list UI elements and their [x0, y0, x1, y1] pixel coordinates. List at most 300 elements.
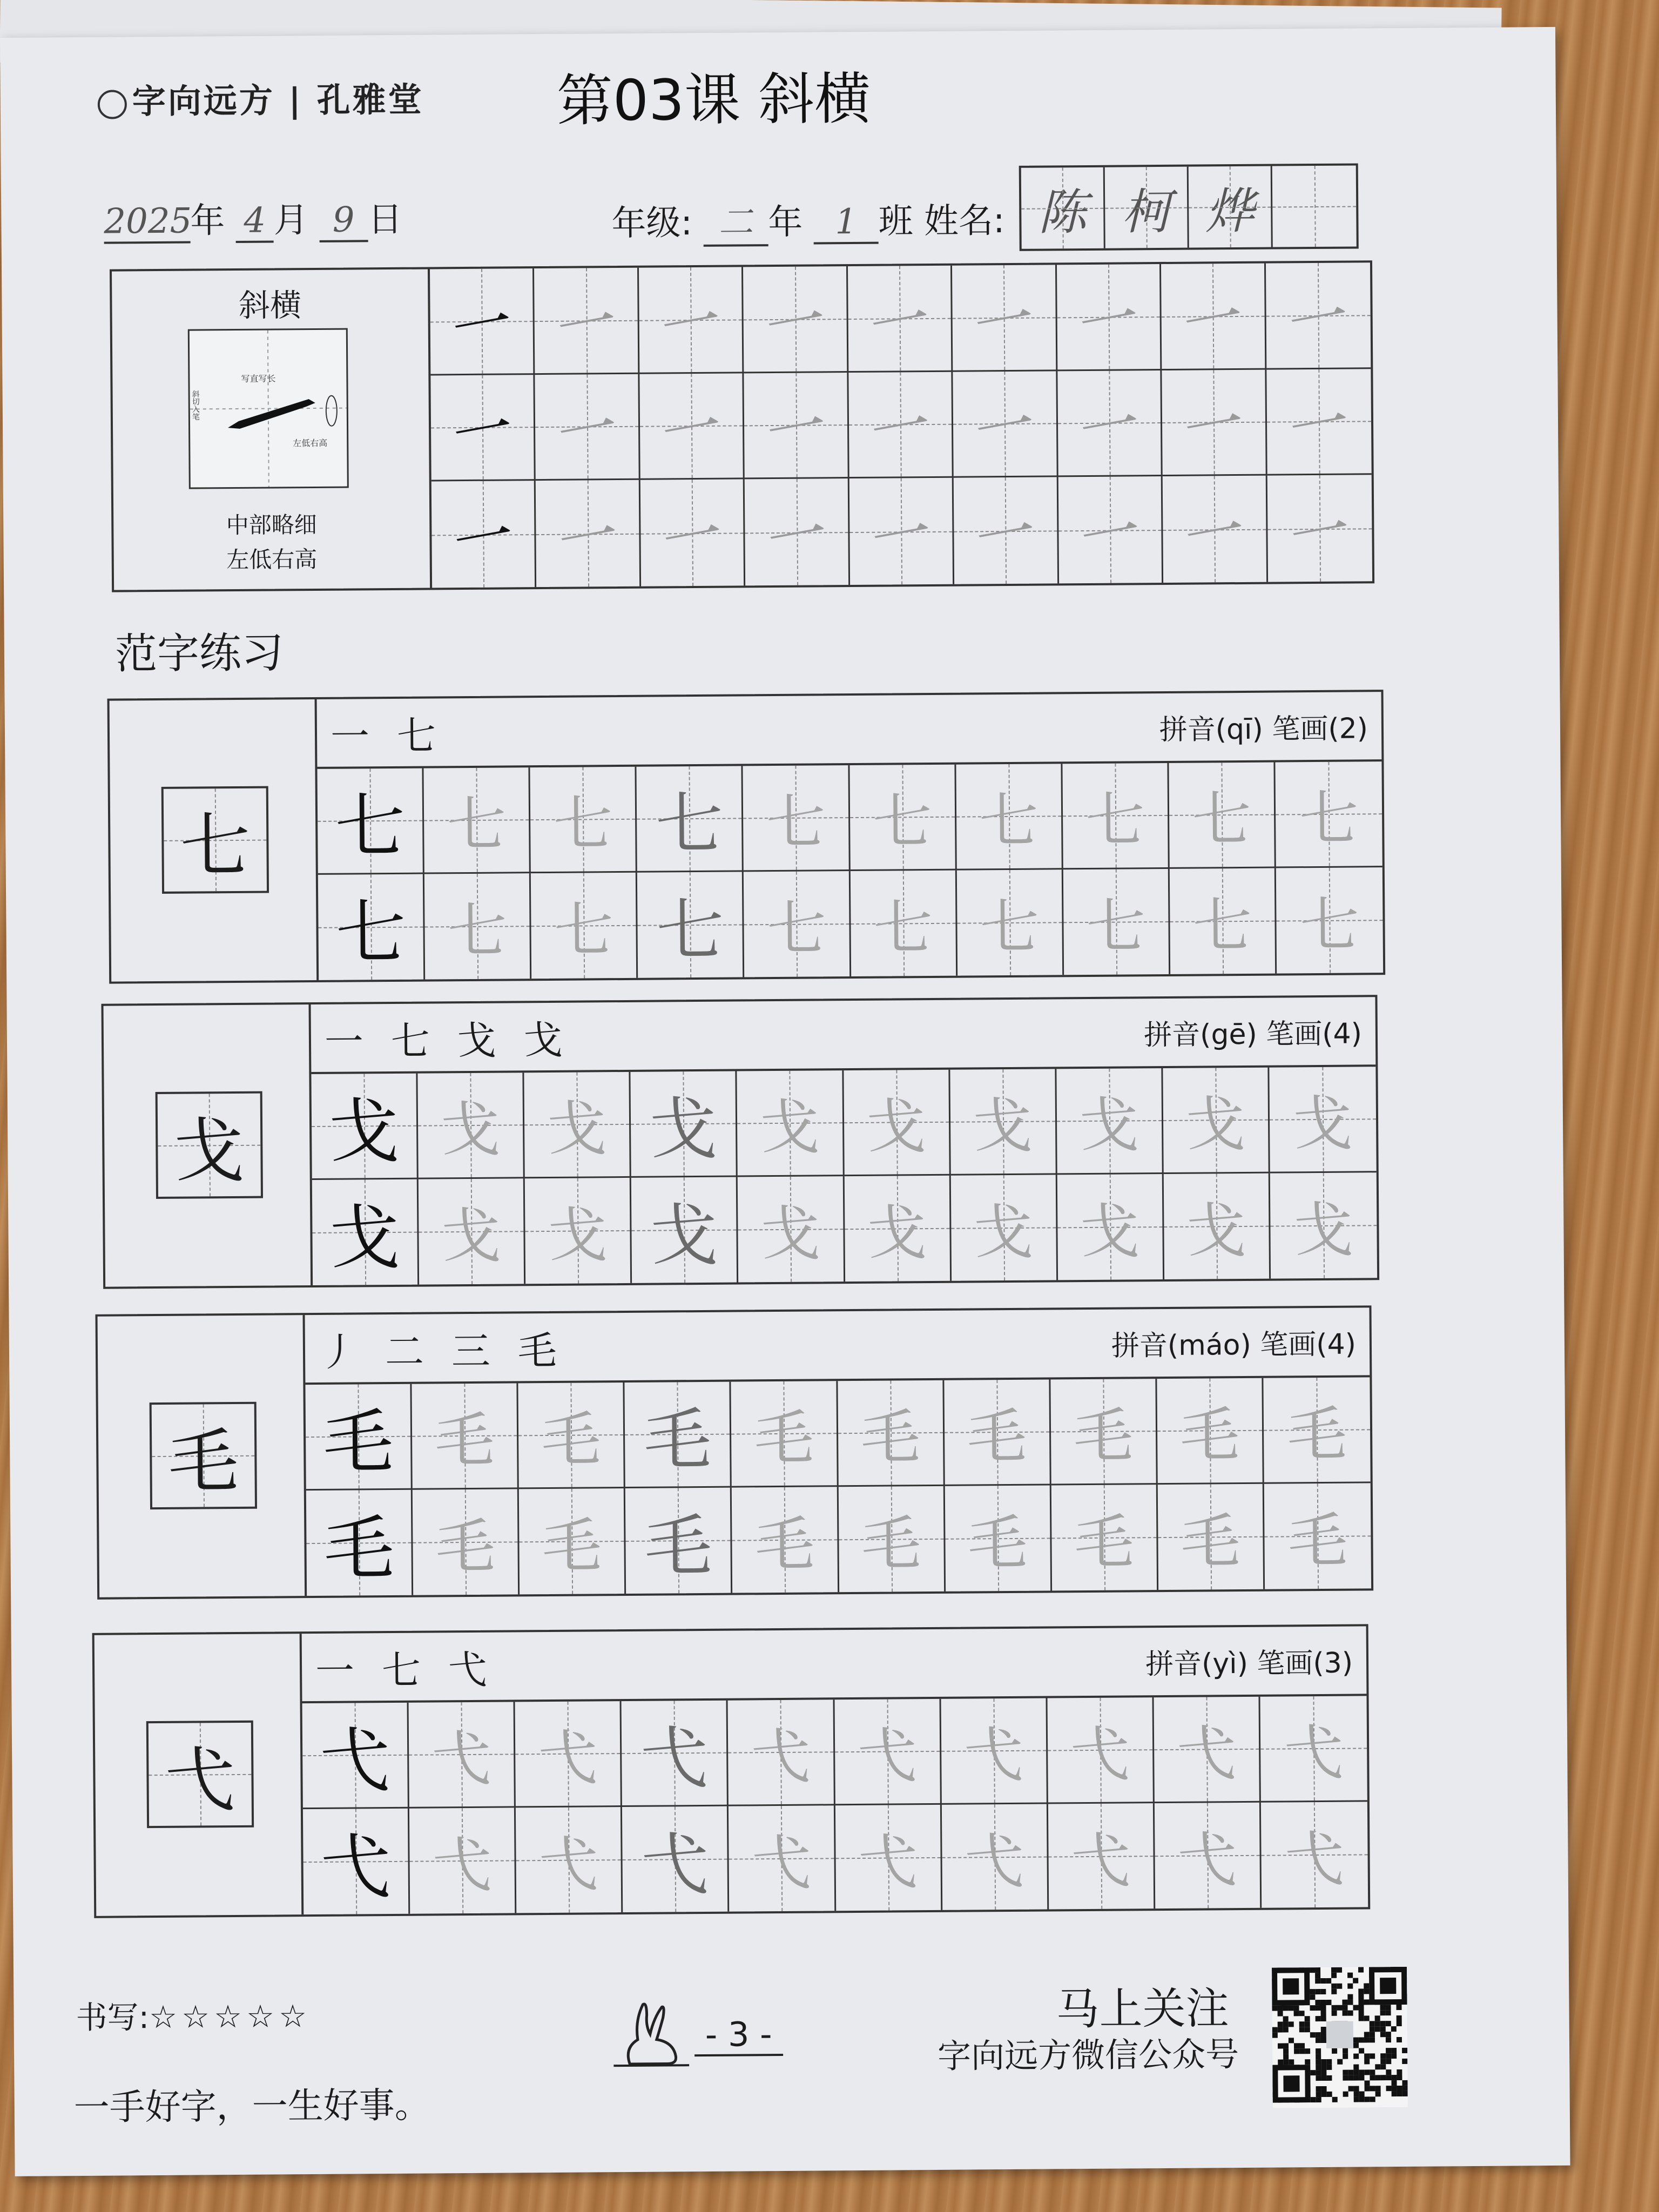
practice-panel	[311, 997, 1378, 1285]
practice-glyph: 毛	[1287, 1506, 1348, 1576]
trace-cell[interactable]	[1057, 1174, 1164, 1280]
trace-cell[interactable]	[524, 1072, 631, 1178]
pinyin-label: 拼音(yì)	[1145, 1647, 1249, 1681]
trace-cell[interactable]	[1163, 1068, 1270, 1174]
trace-cell[interactable]	[844, 1070, 950, 1176]
stroke-trace-cell[interactable]	[953, 371, 1058, 478]
practice-glyph: 七	[334, 785, 406, 868]
stroke-glyph: 一	[447, 286, 518, 366]
practice-glyph: 毛	[434, 1405, 495, 1475]
stroke-trace-cell[interactable]	[535, 374, 640, 481]
practice-glyph: 七	[552, 789, 613, 859]
trace-cell[interactable]	[418, 1073, 525, 1179]
character-block	[92, 1624, 1371, 1918]
stroke-trace-cell[interactable]	[1266, 262, 1371, 369]
trace-cell[interactable]	[941, 1804, 1048, 1910]
stroke-trace-cell[interactable]	[1266, 369, 1372, 476]
model-cell[interactable]	[312, 1179, 419, 1285]
date-month[interactable]: 4	[235, 200, 274, 242]
trace-cell[interactable]	[518, 1382, 625, 1489]
diagram-label-1: 写直写长	[241, 373, 276, 384]
practice-glyph: 毛	[435, 1512, 496, 1582]
trace-cell[interactable]	[525, 1177, 632, 1284]
trace-cell[interactable]	[956, 869, 1063, 976]
practice-glyph: 毛	[1180, 1507, 1240, 1577]
stroke-order: 一 七 弋	[315, 1647, 495, 1694]
character-meta	[1111, 1321, 1357, 1364]
trace-cell[interactable]	[1155, 1802, 1262, 1908]
trace-cell[interactable]	[424, 873, 531, 980]
trace-cell[interactable]	[834, 1699, 941, 1805]
stroke-glyph: 一	[761, 390, 832, 469]
stroke-note-1: 中部略细	[226, 511, 317, 539]
practice-glyph: 弋	[1177, 1825, 1237, 1896]
practice-glyph: 戈	[1080, 1197, 1140, 1267]
trace-cell[interactable]	[945, 1485, 1051, 1591]
practice-glyph: 戈	[1293, 1195, 1354, 1265]
trace-cell[interactable]	[622, 1701, 729, 1807]
practice-panel	[302, 1626, 1368, 1914]
model-character-panel	[110, 699, 319, 982]
class-value[interactable]: 1	[813, 202, 879, 245]
stroke-title: 斜横	[238, 287, 302, 324]
name-char-box[interactable]: 烨	[1189, 166, 1273, 248]
trace-cell[interactable]	[637, 766, 744, 872]
practice-glyph: 戈	[547, 1094, 607, 1164]
practice-glyph: 弋	[640, 1826, 710, 1905]
stroke-trace-cell[interactable]	[534, 268, 639, 375]
trace-cell[interactable]	[1169, 763, 1276, 869]
trace-cell[interactable]	[1264, 1483, 1371, 1589]
practice-glyph: 戈	[329, 1196, 401, 1279]
stroke-glyph: 一	[553, 499, 624, 578]
account-name: 字向远方微信公众号	[937, 2034, 1239, 2076]
practice-glyph: 弋	[1070, 1826, 1131, 1896]
character-meta	[1145, 1640, 1353, 1682]
stroke-glyph: 一	[1283, 280, 1355, 360]
character-block	[96, 1305, 1374, 1599]
practice-glyph: 戈	[548, 1201, 608, 1271]
stroke-notes	[113, 507, 430, 578]
practice-glyph: 七	[766, 894, 827, 964]
practice-glyph: 七	[1299, 784, 1359, 854]
practice-glyph: 七	[872, 787, 933, 857]
practice-glyph: 七	[655, 785, 724, 864]
stroke-trace-cell[interactable]	[954, 477, 1059, 584]
name-label: 姓名:	[923, 201, 1005, 242]
writing-rating	[76, 1991, 311, 2038]
stroke-trace-cell[interactable]	[849, 478, 955, 585]
trace-cell[interactable]	[1056, 1068, 1163, 1175]
stroke-glyph: 一	[1285, 494, 1356, 573]
trace-cell[interactable]	[409, 1702, 516, 1808]
stroke-trace-cell[interactable]	[639, 267, 744, 374]
lesson-title: 第03课 斜横	[556, 65, 871, 134]
stroke-glyph: 一	[1074, 388, 1146, 467]
trace-cell[interactable]	[838, 1380, 945, 1487]
model-cell[interactable]	[317, 768, 424, 875]
practice-glyph: 毛	[643, 1401, 712, 1480]
practice-glyph: 戈	[441, 1201, 502, 1271]
stroke-glyph: 一	[1179, 494, 1251, 574]
trace-cell[interactable]	[835, 1804, 942, 1911]
name-char-box[interactable]: 陈	[1021, 167, 1105, 249]
stroke-glyph: 一	[551, 286, 623, 365]
model-character: 戈	[156, 1091, 263, 1199]
practice-glyph: 毛	[1074, 1507, 1134, 1577]
practice-glyph: 七	[766, 787, 826, 858]
stroke-trace-cell[interactable]	[743, 266, 848, 373]
stroke-glyph: 一	[657, 391, 728, 470]
practice-glyph: 弋	[320, 1825, 392, 1908]
pinyin-label: 拼音(gē)	[1143, 1018, 1257, 1052]
page-number-area	[613, 1987, 819, 2075]
stroke-model-cell[interactable]	[430, 375, 536, 482]
trace-cell[interactable]	[515, 1701, 622, 1808]
practice-panel	[317, 692, 1384, 980]
practice-glyph: 七	[979, 892, 1040, 962]
practice-panel	[305, 1307, 1372, 1596]
trace-cell[interactable]	[838, 1486, 945, 1592]
stroke-trace-cell[interactable]	[744, 373, 849, 480]
brand-logo-icon	[98, 90, 127, 119]
stroke-count-label: 笔画(4)	[1266, 1017, 1363, 1051]
practice-glyph: 弋	[538, 1830, 599, 1900]
trace-cell[interactable]	[1158, 1483, 1265, 1590]
trace-cell[interactable]	[1263, 1377, 1370, 1483]
date-line	[104, 192, 402, 244]
trace-cell[interactable]	[1270, 1172, 1377, 1279]
practice-glyph: 弋	[1070, 1719, 1130, 1790]
day-label: 日	[367, 199, 403, 240]
model-character: 毛	[150, 1402, 257, 1509]
practice-glyph: 弋	[858, 1827, 918, 1898]
stroke-model-cell[interactable]	[430, 268, 535, 375]
trace-cell[interactable]	[1269, 1067, 1376, 1173]
stroke-trace-cell[interactable]	[745, 478, 850, 585]
practice-glyph: 毛	[323, 1507, 395, 1590]
stroke-glyph: 一	[1179, 387, 1250, 467]
stroke-order: 丿 二 三 毛	[318, 1327, 564, 1375]
practice-glyph: 弋	[1176, 1719, 1237, 1789]
practice-glyph: 戈	[1079, 1090, 1139, 1161]
trace-cell[interactable]	[637, 872, 744, 978]
trace-cell[interactable]	[1170, 868, 1277, 974]
trace-cell[interactable]	[1261, 1802, 1368, 1908]
practice-glyph: 七	[1299, 890, 1360, 960]
name-char-box[interactable]	[1272, 165, 1357, 247]
stroke-trace-cell[interactable]	[640, 480, 746, 586]
character-block	[107, 690, 1386, 983]
stroke-glyph: 一	[657, 498, 729, 577]
model-cell[interactable]	[303, 1808, 410, 1914]
stroke-order: 一 七 戈 戈	[324, 1017, 570, 1064]
grade-label: 年级:	[611, 203, 693, 244]
model-cell[interactable]	[311, 1074, 418, 1180]
stroke-glyph: 一	[866, 497, 938, 576]
character-header	[311, 997, 1376, 1074]
brand-logo	[97, 73, 423, 123]
practice-glyph: 毛	[542, 1511, 602, 1581]
stroke-glyph: 一	[970, 389, 1041, 468]
trace-cell[interactable]	[625, 1487, 732, 1594]
practice-glyph: 毛	[967, 1508, 1028, 1578]
practice-glyph: 毛	[1073, 1401, 1134, 1471]
trace-cell[interactable]	[409, 1808, 516, 1914]
stroke-glyph: 一	[1075, 495, 1147, 575]
character-header	[317, 692, 1382, 769]
stroke-explanation	[112, 269, 432, 590]
trace-cell[interactable]	[732, 1487, 839, 1593]
practice-glyph: 戈	[649, 1090, 718, 1169]
stroke-glyph: 一	[970, 496, 1042, 575]
stroke-glyph: 一	[656, 285, 727, 364]
trace-cell[interactable]	[738, 1176, 845, 1283]
practice-glyph: 七	[1085, 892, 1146, 962]
practice-glyph: 戈	[973, 1197, 1034, 1267]
trace-cell[interactable]	[413, 1489, 520, 1595]
trace-cell[interactable]	[1260, 1696, 1367, 1802]
model-character-panel	[98, 1315, 307, 1597]
trace-cell[interactable]	[1157, 1378, 1264, 1485]
model-cell[interactable]	[306, 1489, 413, 1596]
qr-code-graphic	[1272, 1967, 1408, 2108]
trace-cell[interactable]	[956, 764, 1063, 870]
trace-cell[interactable]	[1154, 1697, 1260, 1803]
class-label: 班	[878, 201, 913, 242]
rabbit-icon	[613, 1988, 689, 2069]
stroke-glyph: 一	[1178, 281, 1250, 360]
stroke-trace-cell[interactable]	[848, 372, 954, 478]
practice-glyph: 戈	[866, 1092, 927, 1162]
trace-cell[interactable]	[1050, 1379, 1157, 1485]
practice-glyph: 毛	[541, 1405, 601, 1475]
stroke-trace-cell[interactable]	[1267, 475, 1372, 582]
character-block	[101, 995, 1379, 1289]
trace-cell[interactable]	[531, 872, 638, 979]
stroke-trace-cell[interactable]	[848, 266, 953, 373]
trace-cell[interactable]	[950, 1175, 1057, 1281]
stroke-trace-cell[interactable]	[1161, 264, 1266, 370]
character-header	[302, 1626, 1367, 1703]
practice-grid	[311, 1067, 1377, 1285]
stroke-glyph: 一	[448, 500, 520, 579]
worksheet-page	[0, 27, 1570, 2176]
trace-cell[interactable]	[412, 1383, 519, 1489]
practice-glyph: 戈	[760, 1092, 820, 1163]
practice-glyph: 毛	[644, 1507, 712, 1586]
practice-glyph: 七	[979, 786, 1039, 856]
stroke-model-cell[interactable]	[431, 481, 537, 588]
stroke-practice-grid	[430, 262, 1372, 588]
stroke-glyph: 一	[865, 284, 936, 362]
stroke-trace-cell[interactable]	[639, 373, 745, 480]
page-number: - 3 -	[694, 2014, 783, 2056]
trace-cell[interactable]	[1062, 763, 1169, 869]
stroke-trace-cell[interactable]	[1058, 476, 1163, 583]
diagram-label-3: 左低右高	[293, 437, 328, 449]
practice-glyph: 戈	[1185, 1090, 1246, 1159]
practice-grid	[317, 761, 1383, 980]
stroke-trace-cell[interactable]	[1057, 264, 1162, 371]
stroke-trace-cell[interactable]	[1162, 369, 1267, 476]
trace-cell[interactable]	[631, 1177, 738, 1283]
practice-glyph: 七	[554, 895, 614, 966]
practice-glyph: 七	[873, 893, 933, 963]
pinyin-label: 拼音(máo)	[1111, 1328, 1251, 1363]
stroke-diagram-icon	[190, 330, 347, 488]
trace-cell[interactable]	[1164, 1173, 1271, 1279]
trace-cell[interactable]	[743, 765, 850, 872]
practice-glyph: 弋	[857, 1721, 918, 1791]
practice-glyph: 毛	[754, 1403, 814, 1473]
stroke-glyph: 一	[865, 389, 937, 469]
practice-glyph: 毛	[860, 1402, 921, 1473]
trace-cell[interactable]	[731, 1381, 838, 1487]
model-character-panel	[104, 1004, 313, 1287]
grade-value[interactable]: 二	[703, 194, 768, 247]
practice-grid	[305, 1377, 1371, 1596]
practice-glyph: 戈	[973, 1091, 1033, 1161]
practice-glyph: 弋	[751, 1722, 811, 1792]
practice-glyph: 弋	[964, 1827, 1024, 1897]
section-title: 范字练习	[114, 629, 284, 679]
practice-glyph: 毛	[1287, 1399, 1347, 1469]
trace-cell[interactable]	[516, 1807, 623, 1913]
practice-glyph: 弋	[319, 1719, 390, 1802]
practice-glyph: 七	[335, 891, 407, 974]
stroke-note-2: 左低右高	[226, 545, 318, 574]
practice-glyph: 戈	[760, 1199, 821, 1269]
practice-glyph: 弋	[963, 1721, 1024, 1790]
name-char-box[interactable]: 柯	[1105, 167, 1189, 248]
practice-glyph: 戈	[1186, 1196, 1246, 1266]
date-year[interactable]: 2025	[104, 201, 191, 244]
trace-cell[interactable]	[519, 1488, 626, 1594]
practice-glyph: 七	[447, 896, 508, 966]
character-header	[305, 1307, 1370, 1385]
trace-cell[interactable]	[849, 765, 956, 871]
trace-cell[interactable]	[941, 1698, 1048, 1805]
trace-cell[interactable]	[850, 870, 957, 976]
stroke-diagram	[188, 328, 349, 489]
model-character: 七	[161, 786, 269, 894]
grade-year-unit: 年	[768, 202, 803, 243]
practice-glyph: 七	[446, 790, 507, 860]
trace-cell[interactable]	[950, 1069, 1057, 1175]
stroke-trace-cell[interactable]	[1057, 370, 1163, 477]
trace-cell[interactable]	[530, 767, 637, 873]
model-character-panel	[95, 1634, 304, 1916]
practice-glyph: 弋	[432, 1830, 493, 1900]
trace-cell[interactable]	[737, 1070, 844, 1177]
practice-glyph: 七	[1085, 785, 1145, 855]
trace-cell[interactable]	[1048, 1803, 1155, 1910]
practice-glyph: 毛	[1179, 1400, 1240, 1471]
model-cell[interactable]	[305, 1384, 412, 1491]
stroke-trace-cell[interactable]	[536, 480, 641, 587]
practice-glyph: 戈	[867, 1198, 927, 1269]
stroke-glyph: 一	[552, 392, 623, 471]
trace-cell[interactable]	[944, 1379, 1051, 1486]
year-label: 年	[190, 201, 225, 241]
stroke-order: 一 七	[330, 712, 444, 759]
trace-cell[interactable]	[424, 767, 531, 874]
character-meta	[1144, 1010, 1362, 1053]
trace-cell[interactable]	[1275, 761, 1382, 868]
model-cell[interactable]	[318, 874, 425, 980]
practice-glyph: 戈	[650, 1197, 718, 1276]
practice-glyph: 戈	[1293, 1089, 1353, 1159]
writing-label: 书写:	[76, 1999, 150, 2036]
practice-grid	[302, 1696, 1368, 1914]
trace-cell[interactable]	[728, 1700, 835, 1806]
practice-glyph: 七	[1191, 785, 1252, 854]
trace-cell[interactable]	[1047, 1697, 1154, 1804]
stroke-lesson-panel	[110, 260, 1374, 592]
pinyin-label: 拼音(qī)	[1159, 713, 1264, 747]
stroke-glyph: 一	[1074, 282, 1145, 361]
rating-stars[interactable]: ☆☆☆☆☆	[149, 1998, 312, 2036]
stroke-count-label: 笔画(2)	[1272, 712, 1368, 746]
practice-glyph: 弋	[751, 1828, 812, 1898]
trace-cell[interactable]	[419, 1178, 525, 1285]
trace-cell[interactable]	[631, 1071, 738, 1178]
month-label: 月	[273, 200, 308, 241]
practice-glyph: 七	[656, 891, 724, 970]
trace-cell[interactable]	[1051, 1485, 1158, 1591]
stroke-glyph: 一	[1284, 387, 1355, 466]
date-day[interactable]: 9	[319, 200, 368, 242]
stroke-count-label: 笔画(4)	[1260, 1328, 1357, 1361]
follow-prompt: 马上关注	[1056, 1983, 1229, 2035]
stroke-glyph: 一	[761, 497, 833, 577]
trace-cell[interactable]	[1063, 868, 1170, 975]
grade-line	[611, 193, 1005, 247]
motto: 一手好字，一生好事。	[73, 2084, 431, 2129]
trace-cell[interactable]	[744, 871, 851, 977]
stroke-trace-cell[interactable]	[952, 265, 1057, 372]
practice-glyph: 弋	[431, 1724, 491, 1794]
brand-text: 字向远方 | 孔雅堂	[132, 79, 424, 122]
trace-cell[interactable]	[1276, 867, 1383, 974]
stroke-glyph: 一	[760, 284, 832, 363]
practice-glyph: 毛	[967, 1402, 1027, 1472]
trace-cell[interactable]	[622, 1806, 729, 1912]
model-cell[interactable]	[302, 1703, 409, 1809]
practice-glyph: 弋	[538, 1723, 598, 1793]
practice-glyph: 弋	[1284, 1824, 1345, 1894]
practice-glyph: 戈	[328, 1090, 400, 1173]
stroke-count-label: 笔画(3)	[1257, 1647, 1353, 1680]
practice-glyph: 毛	[322, 1400, 394, 1483]
practice-glyph: 毛	[861, 1509, 921, 1579]
character-meta	[1159, 705, 1368, 747]
model-character: 弋	[146, 1721, 254, 1828]
trace-cell[interactable]	[844, 1175, 951, 1282]
stroke-glyph: 一	[448, 393, 519, 471]
qr-code-icon[interactable]	[1272, 1967, 1408, 2108]
practice-glyph: 戈	[440, 1095, 501, 1165]
trace-cell[interactable]	[729, 1805, 835, 1912]
trace-cell[interactable]	[625, 1382, 732, 1488]
stroke-glyph: 一	[969, 282, 1041, 362]
practice-glyph: 七	[1192, 891, 1252, 961]
diagram-label-2: 斜切入笔	[191, 390, 200, 421]
practice-glyph: 毛	[754, 1509, 815, 1580]
stroke-trace-cell[interactable]	[1163, 476, 1268, 583]
practice-glyph: 弋	[1284, 1718, 1344, 1788]
